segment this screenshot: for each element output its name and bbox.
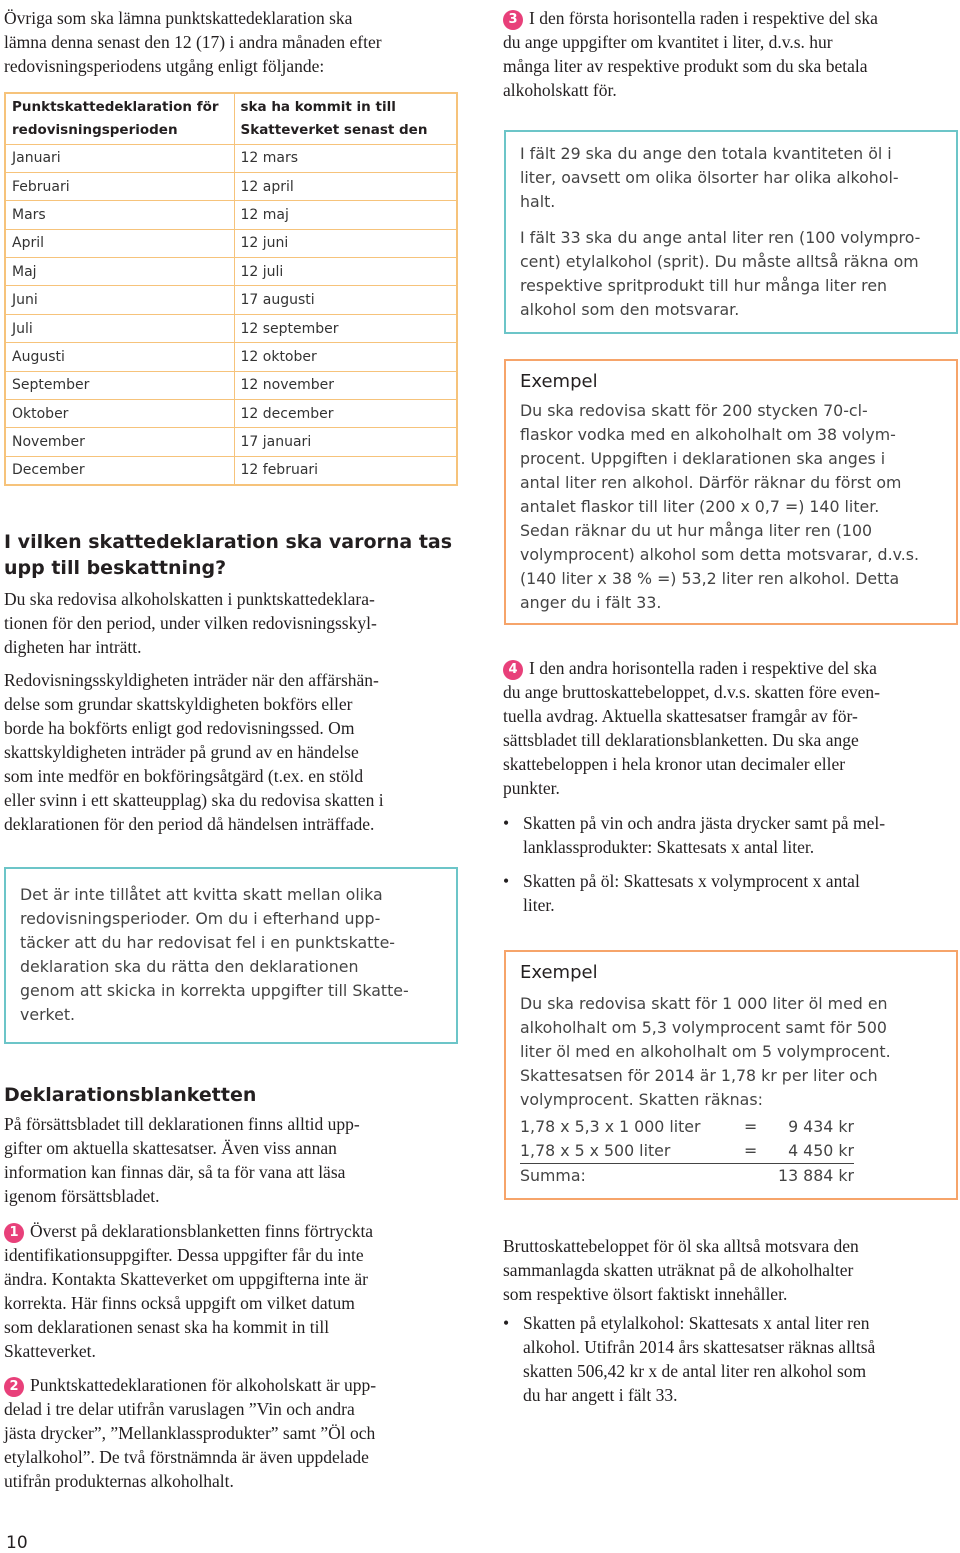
info-box-falt (504, 130, 958, 334)
table-header-row (5, 93, 457, 144)
table-row (5, 144, 457, 172)
table-cell-deadline: 12 maj (234, 201, 457, 229)
table-row (5, 172, 457, 200)
table-row (5, 428, 457, 456)
example-box-1 (504, 359, 958, 625)
table-row (5, 229, 457, 257)
bullet-list-2 (503, 1311, 958, 1407)
table-cell-period: Oktober (5, 400, 234, 428)
table-row (5, 400, 457, 428)
info-box-kvitta-text: Det är inte tillåtet att kvitta skatt mellan olika redovisningsperioder. Om du i efterhand upp- täcker att du har redovisat fel i en punktskatte- deklaration ska du rätta den deklarationen genom att skicka in korrekta uppgifter till Skatte- verket. (20, 885, 409, 1024)
item4-text: I den andra horisontella raden i respektive del ska du ange bruttoskattebeloppet, d.v.s. skatten före even- tuella avdrag. Aktuella skattesatser framgår av för- sättsbladet till deklarationsblanketten. Du ska ange skattebeloppen i hela kronor utan decimaler eller punkter. (503, 658, 880, 798)
page-number: 10 (6, 1533, 28, 1553)
calc-row: 1,78 x 5,3 x 1 000 liter = 9 434 kr (520, 1117, 854, 1136)
table-row (5, 201, 457, 229)
bullet-item: • Skatten på etylalkohol: Skattesats x antal liter ren alkohol. Utifrån 2014 års skattesatser räknas alltså skatten 506,42 kr x de antal liter ren alkohol som du har angett i fält 33. (503, 1311, 958, 1407)
number-badge-4: 4 (503, 660, 523, 680)
table-cell-deadline: 12 oktober (234, 343, 457, 371)
table-row (5, 258, 457, 286)
bullet-item: • Skatten på vin och andra jästa drycker samt på mel- lanklassprodukter: Skattesats x antal liter. (503, 811, 958, 859)
example-1-text: Du ska redovisa skatt för 200 stycken 70-cl- flaskor vodka med en alkoholhalt om 38 volym- procent. Uppgiften i deklarationen ska anges i antal liter ren alkohol. Därför räknar du först om antalet flaskor till liter (200 x 0,7 =) 140 liter. Sedan räknar du ut hur många liter ren (100 volymprocent) alkohol som detta motsvarar, d.v.s. (140 liter x 38 % =) 53,2 liter ren alkohol. Detta anger du i fält 33. (520, 401, 919, 612)
item4 (503, 656, 958, 800)
table-row (5, 371, 457, 399)
section-blank-item1 (4, 1219, 464, 1363)
info-box-kvitta (4, 867, 458, 1044)
table-row (5, 456, 457, 484)
table-cell-deadline: 12 mars (234, 144, 457, 172)
table-cell-deadline: 12 juli (234, 258, 457, 286)
table-cell-deadline: 12 juni (234, 229, 457, 257)
bullet-list-1 (503, 811, 958, 917)
deadline-table (4, 92, 458, 486)
table-cell-period: December (5, 456, 234, 484)
table-cell-deadline: 17 augusti (234, 286, 457, 314)
example-box-2 (504, 950, 958, 1200)
example-1-title: Exempel (520, 371, 598, 392)
number-badge-2: 2 (4, 1377, 24, 1397)
table-cell-deadline: 12 februari (234, 456, 457, 484)
intro-text: Övriga som ska lämna punktskattedeklaration ska lämna denna senast den 12 (17) i andra månaden efter redovisningsperiodens utgång enligt följande: (4, 8, 382, 76)
section-blank-p1: På försättsbladet till deklarationen finns alltid upp- gifter om aktuella skattesatser. Även viss annan information kan finnas där, så ta för vana att läsa igenom försättsbladet. (4, 1114, 360, 1206)
calc-row-total: Summa: 13 884 kr (520, 1166, 854, 1185)
table-cell-period: Augusti (5, 343, 234, 371)
info-box-falt-p1: I fält 29 ska du ange den totala kvantiteten öl i liter, oavsett om olika ölsorter har olika alkohol- halt. (520, 144, 899, 211)
table-cell-period: Februari (5, 172, 234, 200)
table-row (5, 343, 457, 371)
table-cell-deadline: 12 april (234, 172, 457, 200)
number-badge-1: 1 (4, 1223, 24, 1243)
section-tax-p2: Redovisningsskyldigheten inträder när den affärshän- delse som grundar skattskyldigheten bokförs eller borde ha bokförts enligt god redovisningssed. Om skattskyldigheten inträder på grund av en händelse som inte medför en bokföringsåtgärd (t.ex. en stöld eller svinn i ett skatteupplag) ska du redovisa skatten i deklarationen för den period då händelsen inträffade. (4, 670, 384, 834)
table-cell-period: Maj (5, 258, 234, 286)
table-row (5, 314, 457, 342)
bullet-item: • Skatten på öl: Skattesats x volymprocent x antal liter. (503, 869, 958, 917)
table-cell-deadline: 17 januari (234, 428, 457, 456)
brutto-text: Bruttoskattebeloppet för öl ska alltså motsvara den sammanlagda skatten uträknat på de alkoholhalter som respektive ölsort faktiskt innehåller. (503, 1236, 859, 1304)
info-box-falt-p2: I fält 33 ska du ange antal liter ren (100 volympro- cent) etylalkohol (sprit). Du måste alltså räkna om respektive spritprodukt till hur många liter ren alkohol som den motsvarar. (520, 228, 921, 319)
number-badge-3: 3 (503, 10, 523, 30)
table-header-period: Punktskattedeklaration för redovisningsperioden (5, 93, 234, 144)
table-cell-period: Juni (5, 286, 234, 314)
item3-text: I den första horisontella raden i respektive del ska du ange uppgifter om kvantitet i liter, d.v.s. hur många liter av respektive produkt som du ska betala alkoholskatt för. (503, 8, 878, 100)
section-blank-item2 (4, 1373, 464, 1493)
example-2-text: Du ska redovisa skatt för 1 000 liter öl med en alkoholhalt om 5,3 volymprocent samt för 500 liter öl med en alkoholhalt om 5 volymprocent. Skattesatsen för 2014 är 1,78 kr per liter och volymprocent. Skatten räknas: (520, 994, 891, 1109)
table-cell-period: April (5, 229, 234, 257)
table-cell-period: Januari (5, 144, 234, 172)
table-cell-period: Juli (5, 314, 234, 342)
table-cell-period: September (5, 371, 234, 399)
table-header-deadline: ska ha kommit in till Skatteverket senast den (234, 93, 457, 144)
section-blank-heading: Deklarationsblanketten (4, 1084, 257, 1106)
table-cell-deadline: 12 november (234, 371, 457, 399)
table-cell-period: Mars (5, 201, 234, 229)
section-tax-heading: I vilken skattedeklaration ska varorna tas upp till beskattning? (4, 531, 453, 579)
table-cell-period: November (5, 428, 234, 456)
calc-table (520, 1115, 950, 1188)
table-cell-deadline: 12 december (234, 400, 457, 428)
table-cell-deadline: 12 september (234, 314, 457, 342)
item3 (503, 6, 958, 102)
calc-row: 1,78 x 5 x 500 liter = 4 450 kr (520, 1139, 854, 1164)
table-row (5, 286, 457, 314)
item1-text: Överst på deklarationsblanketten finns förtryckta identifikationsuppgifter. Dessa uppgifter får du inte ändra. Kontakta Skatteverket om uppgifterna inte är korrekta. Här finns också uppgift om vilket datum som deklarationen senast ska ha kommit in till Skatteverket. (4, 1221, 374, 1361)
section-tax-p1: Du ska redovisa alkoholskatten i punktskattedeklara- tionen för den period, under vilken redovisningsskyl- digheten har inträtt. (4, 589, 377, 657)
example-2-title: Exempel (520, 962, 598, 983)
item2-text: Punktskattedeklarationen för alkoholskatt är upp- delad i tre delar utifrån varuslagen ”Vin och andra jästa drycker”, ”Mellanklassprodukter” samt ”Öl och etylalkohol”. De två förstnämnda är även uppdelade utifrån produkternas alkoholhalt. (4, 1375, 377, 1491)
